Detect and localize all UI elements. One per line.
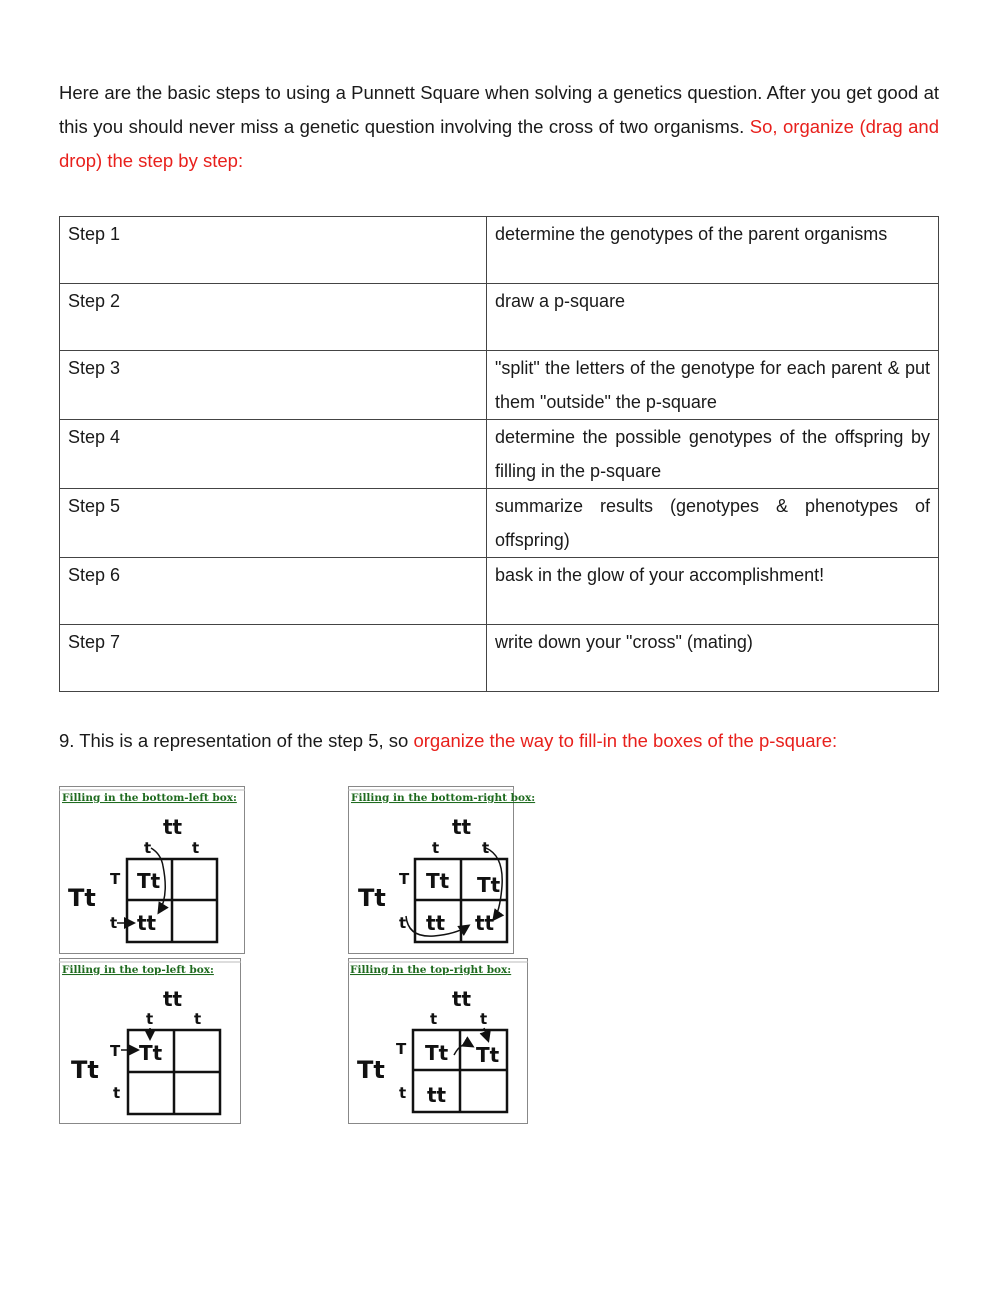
table-row [60, 351, 939, 420]
table-row [60, 489, 939, 558]
punnett-panel-bottom-left[interactable] [59, 786, 245, 954]
step-description-drop-target[interactable]: determine the possible genotypes of the offspring by filling in the p-square [487, 420, 939, 489]
column-allele: t [146, 1010, 154, 1028]
top-parent-genotype: tt [452, 987, 472, 1011]
intro-instruction: So, organize (drag and drop) the step by step: [59, 116, 939, 171]
step-label: Step 6 [60, 558, 487, 625]
row-allele: T [399, 870, 410, 888]
column-allele: t [192, 839, 200, 857]
panel-title: Filling in the bottom-right box: [351, 792, 536, 804]
cell-bottom-left: tt [426, 911, 446, 935]
step-label: Step 1 [60, 217, 487, 284]
row-allele: t [399, 914, 407, 932]
step-label: Step 2 [60, 284, 487, 351]
question-9-text: 9. This is a representation of the step 5, so [59, 730, 414, 751]
cell-top-left: Tt [425, 1041, 449, 1065]
side-parent-genotype: Tt [357, 1056, 385, 1084]
row-allele: T [396, 1040, 407, 1058]
punnett-panel-top-left[interactable] [59, 958, 241, 1126]
cell-top-left: Tt [137, 869, 161, 893]
step-label: Step 5 [60, 489, 487, 558]
cell-bottom-left: tt [427, 1083, 447, 1107]
punnett-panel-top-right[interactable] [348, 958, 528, 1126]
cell-bottom-right: tt [475, 911, 495, 935]
table-row [60, 284, 939, 351]
column-allele: t [194, 1010, 202, 1028]
step-description-drop-target[interactable]: bask in the glow of your accomplishment! [487, 558, 939, 625]
intro-paragraph [59, 76, 939, 178]
step-description-drop-target[interactable]: determine the genotypes of the parent organisms [487, 217, 939, 284]
question-9 [59, 724, 837, 758]
row-allele: T [110, 870, 121, 888]
step-label: Step 7 [60, 625, 487, 692]
step-description-drop-target[interactable]: summarize results (genotypes & phenotypes of offspring) [487, 489, 939, 558]
top-parent-genotype: tt [163, 987, 183, 1011]
step-description-drop-target[interactable]: "split" the letters of the genotype for each parent & put them "outside" the p-square [487, 351, 939, 420]
panel-title: Filling in the top-left box: [62, 964, 214, 976]
cell-top-right: Tt [477, 873, 501, 897]
cell-top-left: Tt [426, 869, 450, 893]
intro-text: Here are the basic steps to using a Punnett Square when solving a genetics question. After you get good at this you should never miss a genetic question involving the cross of two organisms. [59, 82, 939, 137]
column-allele: t [144, 839, 152, 857]
table-row [60, 558, 939, 625]
cell-bottom-left: tt [137, 911, 157, 935]
punnett-panel-bottom-right[interactable] [348, 786, 536, 954]
step-description-drop-target[interactable]: draw a p-square [487, 284, 939, 351]
cell-top-right: Tt [476, 1043, 500, 1067]
column-allele: t [482, 839, 490, 857]
steps-table [59, 216, 939, 692]
side-parent-genotype: Tt [68, 884, 96, 912]
panel-title: Filling in the top-right box: [350, 964, 512, 976]
step-label: Step 3 [60, 351, 487, 420]
top-parent-genotype: tt [452, 815, 472, 839]
column-allele: t [432, 839, 440, 857]
side-parent-genotype: Tt [358, 884, 386, 912]
panel-title: Filling in the bottom-left box: [62, 792, 237, 804]
cell-top-left: Tt [139, 1041, 163, 1065]
top-parent-genotype: tt [163, 815, 183, 839]
table-row [60, 625, 939, 692]
row-allele: T [110, 1042, 121, 1060]
table-row [60, 217, 939, 284]
row-allele: t [399, 1084, 407, 1102]
column-allele: t [430, 1010, 438, 1028]
table-row [60, 420, 939, 489]
step-label: Step 4 [60, 420, 487, 489]
row-allele: t [113, 1084, 121, 1102]
row-allele: t [110, 914, 118, 932]
step-description-drop-target[interactable]: write down your "cross" (mating) [487, 625, 939, 692]
question-9-instruction: organize the way to fill-in the boxes of the p-square: [413, 730, 838, 751]
column-allele: t [480, 1010, 488, 1028]
side-parent-genotype: Tt [71, 1056, 99, 1084]
